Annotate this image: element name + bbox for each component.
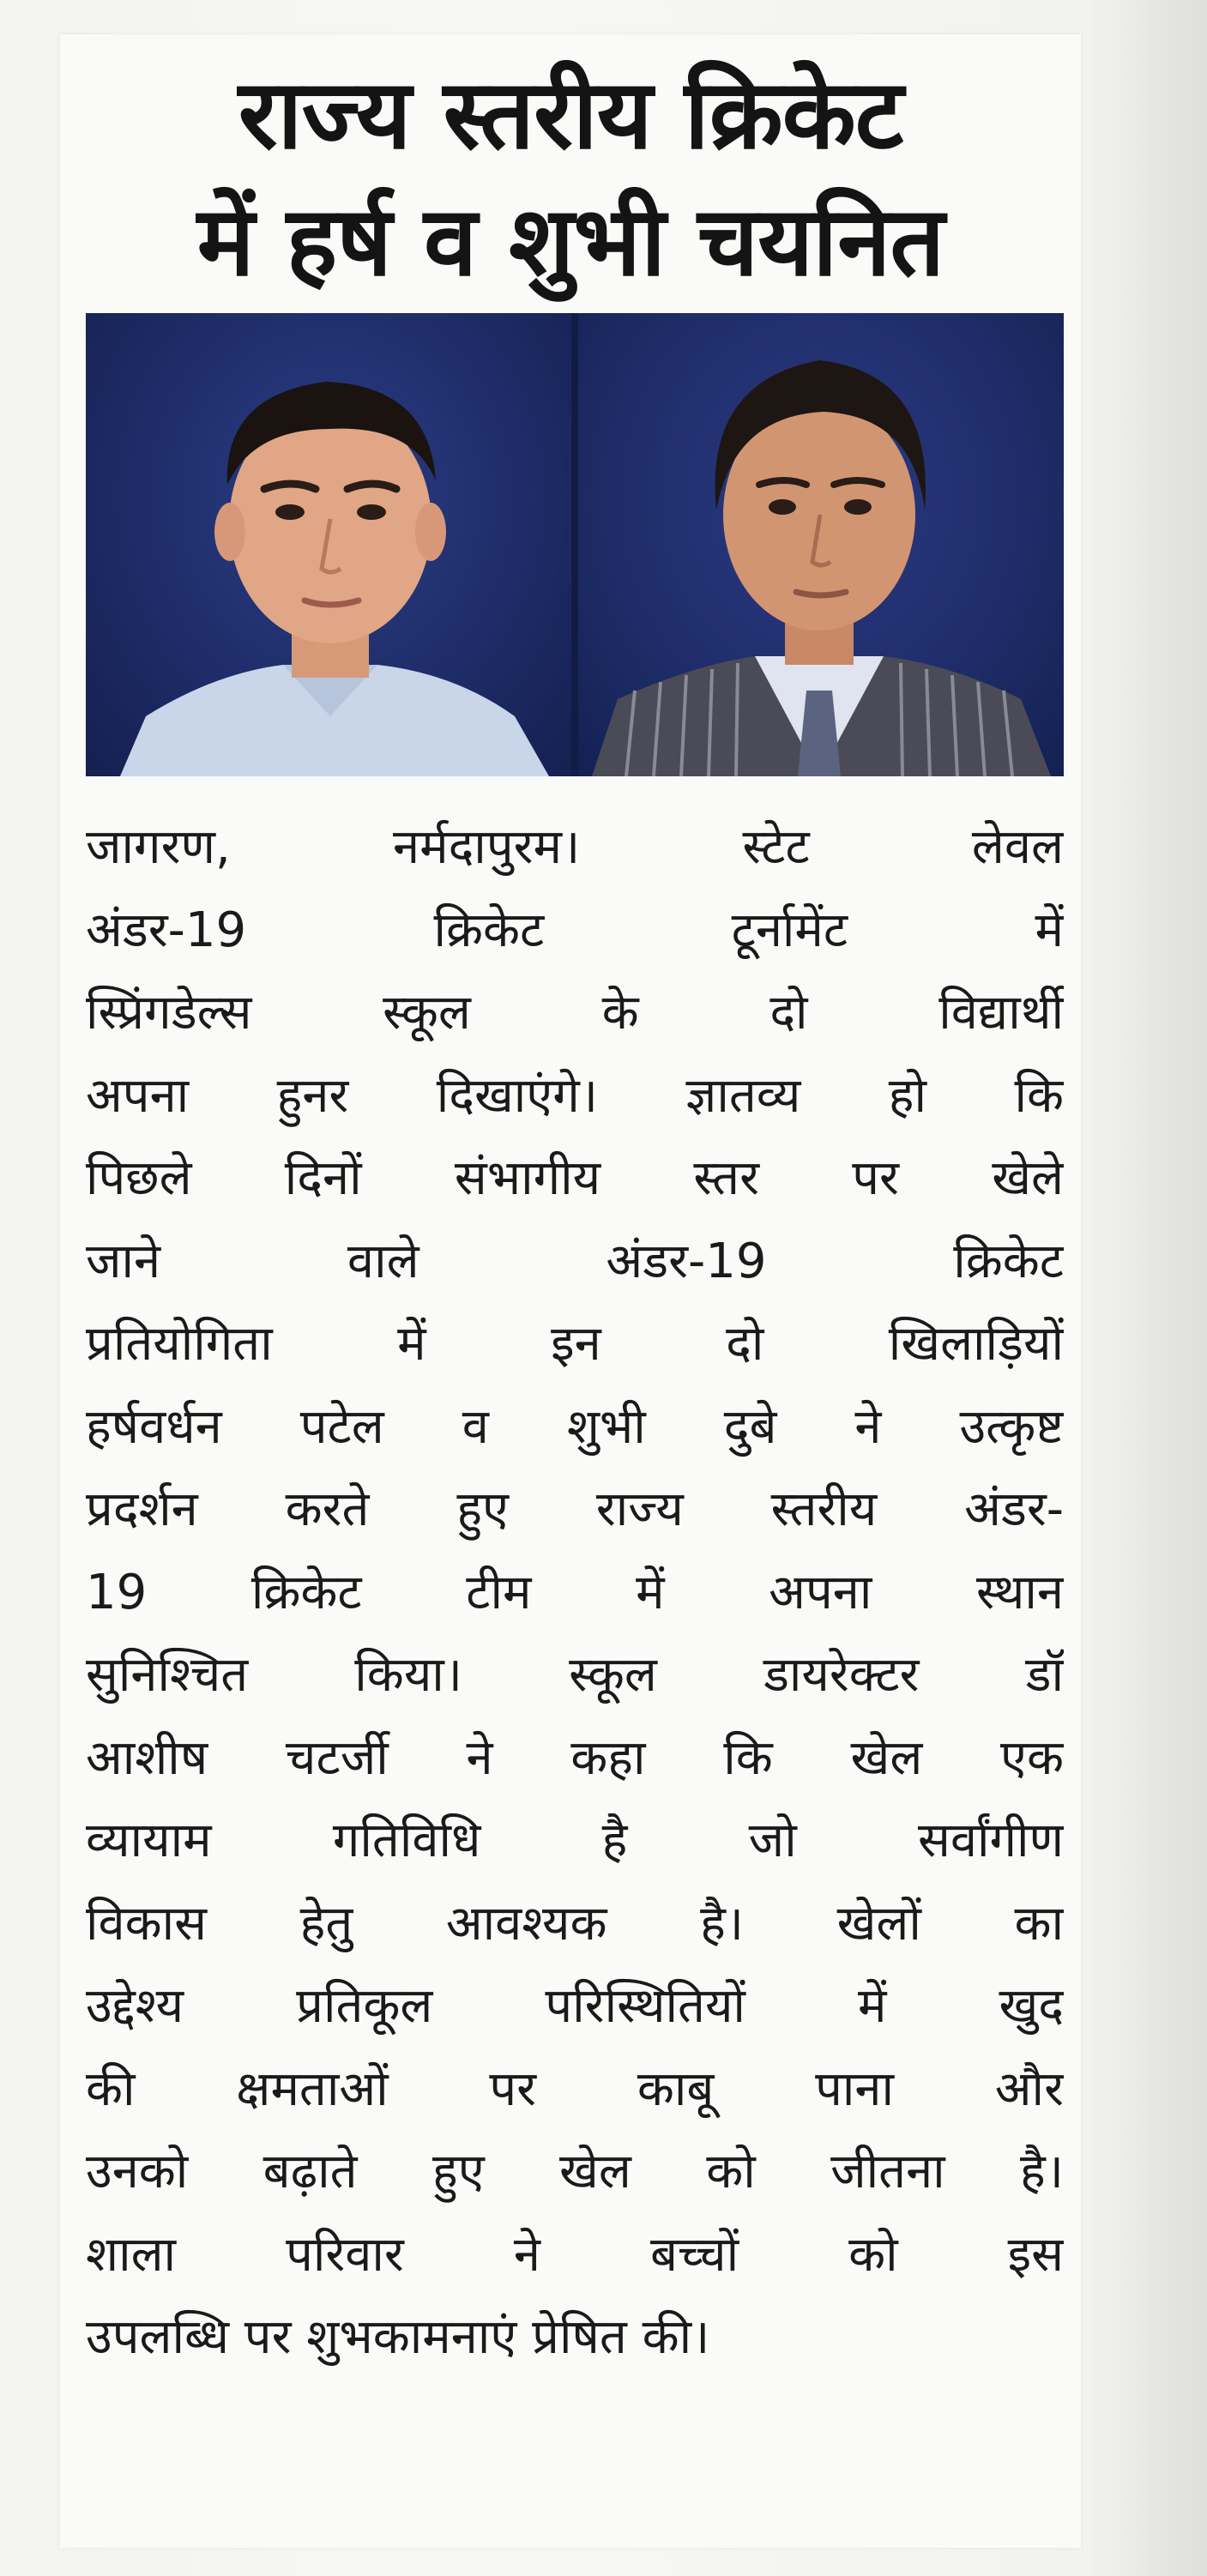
photo-strip — [86, 313, 1064, 776]
article-line: उनको बढ़ाते हुए खेल को जीतना है। — [86, 2144, 1064, 2199]
headline — [77, 51, 1064, 305]
article-line: शाला परिवार ने बच्चों को इस — [86, 2226, 1064, 2283]
headline-line-2: में हर्ष व शुभी चयनित — [196, 186, 944, 298]
article-line: प्रतियोगिता में इन दो खिलाड़ियों — [86, 1316, 1064, 1372]
headline-line-1: राज्य स्तरीय क्रिकेट — [238, 59, 903, 171]
article-line: स्प्रिंगडेल्स स्कूल के दो विद्यार्थी — [86, 985, 1064, 1041]
photo-harshvardhan — [86, 313, 575, 776]
article-line: प्रदर्शन करते हुए राज्य स्तरीय अंडर- — [86, 1481, 1064, 1537]
article-line: जागरण, नर्मदापुरम। स्टेट लेवल — [86, 819, 1064, 875]
photo-divider — [571, 313, 578, 776]
article-line: जाने वाले अंडर-19 क्रिकेट — [86, 1233, 1064, 1289]
article-line: की क्षमताओं पर काबू पाना और — [86, 2060, 1064, 2117]
article-line: सुनिश्चित किया। स्कूल डायरेक्टर डॉ — [86, 1647, 1064, 1703]
article-line: उपलब्धि पर शुभकामनाएं प्रेषित की। — [86, 2309, 710, 2365]
article-line: हर्षवर्धन पटेल व शुभी दुबे ने उत्कृष्ट — [86, 1398, 1064, 1455]
article-line: 19 क्रिकेट टीम में अपना स्थान — [86, 1564, 1064, 1620]
article-line: विकास हेतु आवश्यक है। खेलों का — [86, 1895, 1064, 1952]
page-shadow — [1087, 0, 1207, 2576]
article-line: अपना हुनर दिखाएंगे। ज्ञातव्य हो कि — [86, 1067, 1064, 1124]
news-clipping — [60, 34, 1081, 2548]
article-line: व्यायाम गतिविधि है जो सर्वांगीण — [86, 1813, 1064, 1868]
article-line: पिछले दिनों संभागीय स्तर पर खेले — [86, 1150, 1064, 1206]
portrait-left-image — [86, 313, 575, 776]
article-body — [86, 806, 1064, 2380]
article-line: आशीष चटर्जी ने कहा कि खेल एक — [86, 1729, 1064, 1786]
portrait-right-image — [575, 313, 1064, 776]
article-line: अंडर-19 क्रिकेट टूर्नामेंट में — [86, 902, 1064, 958]
article-line: उद्देश्य प्रतिकूल परिस्थितियों में खुद — [86, 1978, 1064, 2034]
photo-shubhi — [575, 313, 1064, 776]
